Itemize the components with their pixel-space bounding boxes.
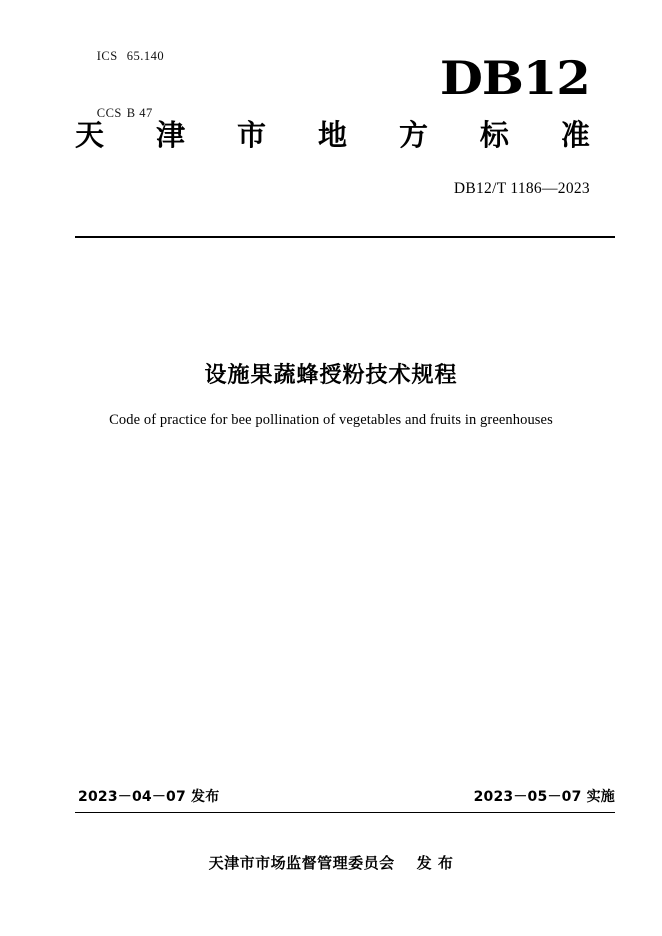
- ccs-value: B 47: [126, 106, 153, 120]
- ics-label: ICS: [96, 49, 118, 63]
- document-title-chinese: 设施果蔬蜂授粉技术规程: [204, 363, 458, 388]
- heading-char-2: 市: [236, 118, 266, 152]
- divider-bottom: [75, 812, 615, 813]
- db12-logo: DB12: [440, 51, 590, 105]
- heading-char-1: 津: [155, 118, 185, 152]
- divider-top: [75, 236, 615, 238]
- issue-date: 2023－04－07 发布: [78, 789, 220, 805]
- document-title-english: Code of practice for bee pollination of vegetables and fruits in greenhouses: [109, 412, 553, 428]
- standard-type-heading: [75, 118, 590, 153]
- heading-char-0: 天: [75, 118, 105, 152]
- ccs-label: CCS: [96, 106, 122, 120]
- heading-char-3: 地: [317, 118, 347, 152]
- heading-char-4: 方: [398, 118, 428, 152]
- ics-code-row: [75, 28, 164, 85]
- publisher-line: [0, 852, 662, 873]
- heading-char-6: 准: [560, 118, 590, 152]
- publisher-name: 天津市市场监督管理委员会: [208, 854, 395, 872]
- heading-char-5: 标: [479, 118, 509, 152]
- publish-action: 发 布: [416, 854, 454, 872]
- ics-value: 65.140: [126, 49, 165, 63]
- implementation-date: 2023－05－07 实施: [473, 789, 615, 805]
- standard-number: DB12/T 1186—2023: [453, 180, 590, 197]
